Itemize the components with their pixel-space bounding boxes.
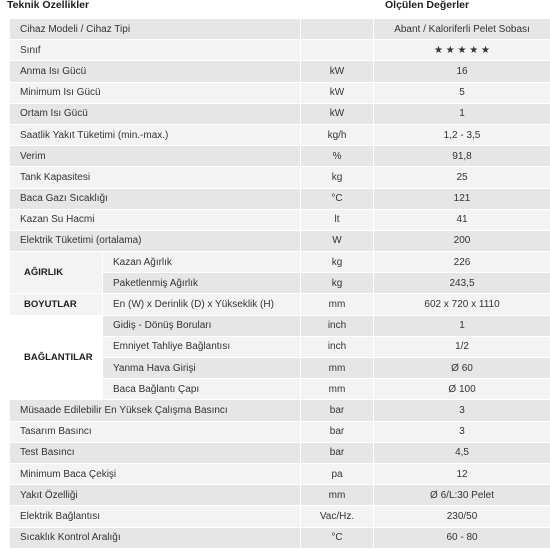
spec-unit: % (301, 146, 374, 167)
table-row (10, 442, 550, 463)
table-row (10, 315, 550, 336)
table-row (10, 527, 550, 548)
table-row (10, 124, 550, 145)
spec-unit: kW (301, 82, 374, 103)
spec-unit: kg (301, 273, 374, 294)
spec-label: Anma Isı Gücü (10, 61, 301, 82)
spec-value: 230/50 (374, 506, 550, 527)
spec-unit (301, 19, 374, 40)
spec-value: 3 (374, 421, 550, 442)
table-row (10, 146, 550, 167)
table-row (10, 485, 550, 506)
spec-value: Ø 100 (374, 379, 550, 400)
table-row (10, 82, 550, 103)
spec-table (9, 18, 550, 549)
spec-label: Emniyet Tahliye Bağlantısı (103, 336, 301, 357)
table-row (10, 463, 550, 484)
spec-unit: kW (301, 103, 374, 124)
spec-unit: kW (301, 61, 374, 82)
spec-label: En (W) x Derinlik (D) x Yükseklik (H) (103, 294, 301, 315)
spec-label: Yakıt Özelliği (10, 485, 301, 506)
spec-unit: W (301, 230, 374, 251)
spec-label: Kazan Ağırlık (103, 252, 301, 273)
spec-label: Sıcaklık Kontrol Aralığı (10, 527, 301, 548)
spec-value: 12 (374, 463, 550, 484)
spec-unit: mm (301, 294, 374, 315)
spec-value: 1,2 - 3,5 (374, 124, 550, 145)
spec-unit: kg (301, 167, 374, 188)
spec-value: 25 (374, 167, 550, 188)
spec-value: 226 (374, 252, 550, 273)
measured-values-heading: Ölçülen Değerler (385, 0, 470, 11)
spec-unit: kg (301, 252, 374, 273)
spec-value: 121 (374, 188, 550, 209)
table-row (10, 294, 550, 315)
table-row (10, 400, 550, 421)
spec-label: Minimum Isı Gücü (10, 82, 301, 103)
spec-value: Abant / Kaloriferli Pelet Sobası (374, 19, 550, 40)
table-row (10, 252, 550, 273)
group-label-dimensions: BOYUTLAR (10, 294, 103, 315)
spec-value: 60 - 80 (374, 527, 550, 548)
table-row (10, 421, 550, 442)
spec-unit (301, 40, 374, 61)
spec-value: 4,5 (374, 442, 550, 463)
spec-unit: Vac/Hz. (301, 506, 374, 527)
table-row (10, 209, 550, 230)
spec-unit: °C (301, 527, 374, 548)
spec-label: Saatlik Yakıt Tüketimi (min.-max.) (10, 124, 301, 145)
spec-value: 243,5 (374, 273, 550, 294)
spec-label: Test Basıncı (10, 442, 301, 463)
spec-label: Baca Bağlantı Çapı (103, 379, 301, 400)
table-row (10, 188, 550, 209)
table-row (10, 19, 550, 40)
group-label-connections: BAĞLANTILAR (10, 315, 103, 400)
spec-value: 1 (374, 103, 550, 124)
star-rating: ★ ★ ★ ★ ★ (374, 40, 550, 61)
table-row (10, 167, 550, 188)
spec-label: Cihaz Modeli / Cihaz Tipi (10, 19, 301, 40)
spec-label: Minimum Baca Çekişi (10, 463, 301, 484)
spec-unit: bar (301, 400, 374, 421)
spec-value: 3 (374, 400, 550, 421)
table-row (10, 103, 550, 124)
table-row (10, 230, 550, 251)
table-row (10, 61, 550, 82)
spec-unit: mm (301, 485, 374, 506)
spec-label: Sınıf (10, 40, 301, 61)
spec-label: Müsaade Edilebilir En Yüksek Çalışma Basıncı (10, 400, 301, 421)
spec-label: Tank Kapasitesi (10, 167, 301, 188)
table-row (10, 40, 550, 61)
group-label-weight: AĞIRLIK (10, 252, 103, 294)
spec-label: Elektrik Tüketimi (ortalama) (10, 230, 301, 251)
spec-unit: kg/h (301, 124, 374, 145)
spec-unit: pa (301, 463, 374, 484)
spec-label: Tasarım Basıncı (10, 421, 301, 442)
spec-value: Ø 60 (374, 358, 550, 379)
spec-label: Ortam Isı Gücü (10, 103, 301, 124)
spec-value: 602 x 720 x 1110 (374, 294, 550, 315)
spec-label: Baca Gazı Sıcaklığı (10, 188, 301, 209)
spec-value: 1/2 (374, 336, 550, 357)
spec-value: 200 (374, 230, 550, 251)
spec-value: 91,8 (374, 146, 550, 167)
spec-label: Verim (10, 146, 301, 167)
spec-unit: mm (301, 379, 374, 400)
spec-unit: bar (301, 421, 374, 442)
table-row (10, 506, 550, 527)
spec-value: 41 (374, 209, 550, 230)
spec-unit: bar (301, 442, 374, 463)
spec-value: Ø 6/L:30 Pelet (374, 485, 550, 506)
spec-unit: inch (301, 315, 374, 336)
spec-label: Yanma Hava Girişi (103, 358, 301, 379)
specs-heading: Teknik Özellikler (7, 0, 90, 11)
spec-unit: inch (301, 336, 374, 357)
spec-unit: mm (301, 358, 374, 379)
spec-value: 16 (374, 61, 550, 82)
spec-label: Paketlenmiş Ağırlık (103, 273, 301, 294)
spec-label: Gidiş - Dönüş Boruları (103, 315, 301, 336)
spec-label: Elektrik Bağlantısı (10, 506, 301, 527)
spec-value: 5 (374, 82, 550, 103)
spec-unit: °C (301, 188, 374, 209)
spec-unit: lt (301, 209, 374, 230)
spec-value: 1 (374, 315, 550, 336)
spec-label: Kazan Su Hacmi (10, 209, 301, 230)
